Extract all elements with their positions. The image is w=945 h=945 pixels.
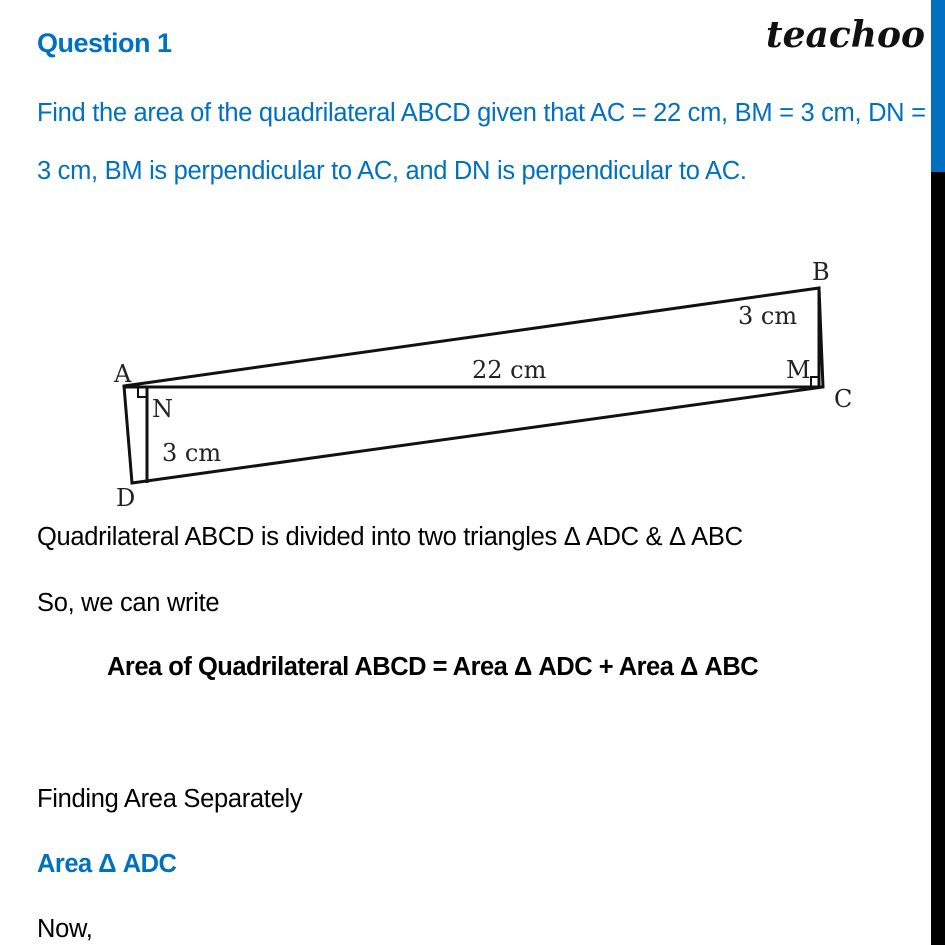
- teachoo-logo: teachoo: [766, 14, 925, 56]
- side-bar-black: [931, 172, 945, 945]
- solution-line-so-we-can-write: So, we can write: [37, 589, 220, 617]
- side-bar-blue: [931, 0, 945, 172]
- quadrilateral-diagram: [100, 250, 860, 520]
- question-title: Question 1: [37, 28, 172, 58]
- vertex-label-c: C: [834, 385, 853, 413]
- solution-line-finding-area: Finding Area Separately: [37, 785, 303, 813]
- vertex-label-b: B: [812, 258, 830, 286]
- vertex-label-m: M: [786, 356, 811, 384]
- subheading-area-adc: Area Δ ADC: [37, 850, 177, 878]
- vertex-label-d: D: [116, 484, 136, 512]
- vertex-label-a: A: [114, 360, 132, 388]
- label-bm-length: 3 cm: [738, 302, 798, 330]
- label-dn-length: 3 cm: [162, 439, 222, 467]
- solution-line-now: Now,: [37, 915, 93, 943]
- area-formula: Area of Quadrilateral ABCD = Area Δ ADC + Area Δ ABC: [107, 653, 759, 681]
- label-ac-length: 22 cm: [472, 356, 547, 384]
- question-text: Find the area of the quadrilateral ABCD given that AC = 22 cm, BM = 3 cm, DN = 3 cm, BM is perpendicular to AC, and DN is perpendicular to AC.: [37, 99, 926, 185]
- solution-line-divided: Quadrilateral ABCD is divided into two triangles Δ ADC & Δ ABC: [37, 523, 743, 551]
- vertex-label-n: N: [152, 395, 173, 423]
